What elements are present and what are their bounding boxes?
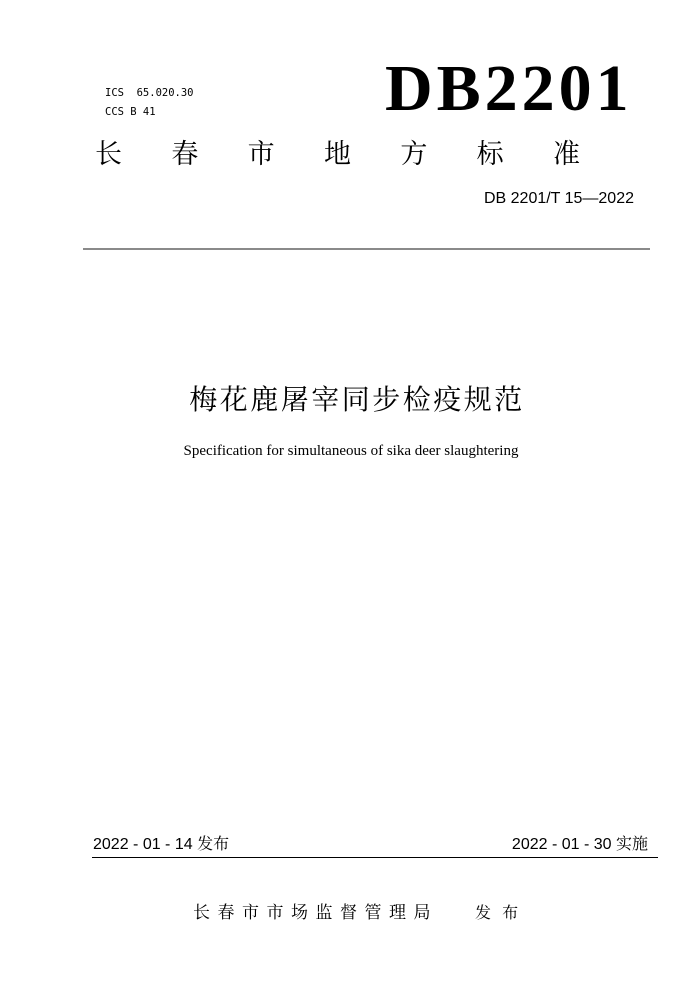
- header-divider: [83, 248, 650, 250]
- category-char: 准: [552, 139, 580, 170]
- publisher-action: 发 布: [475, 903, 522, 922]
- standard-code-mark: DB2201: [385, 52, 633, 125]
- document-title-en: Specification for simultaneous of sika deer slaughtering: [183, 443, 519, 459]
- publisher-name: 长春市市场监督管理局: [193, 903, 438, 923]
- category-char: 春: [171, 139, 199, 170]
- category-char: 标: [476, 139, 504, 170]
- category-char: 地: [323, 139, 351, 170]
- document-title-zh: 梅花鹿屠宰同步检疫规范: [189, 383, 525, 416]
- ccs-code: CCS B 41: [105, 106, 156, 118]
- implementation-date: 2022 - 01 - 30 实施: [511, 836, 648, 853]
- standard-number: DB 2201/T 15—2022: [483, 190, 634, 207]
- footer-divider: [92, 857, 658, 858]
- ics-code: ICS 65.020.30: [105, 87, 194, 99]
- category-char: 长: [95, 139, 122, 170]
- category-char: 方: [400, 139, 428, 170]
- category-char: 市: [247, 139, 275, 170]
- release-date: 2022 - 01 - 14 发布: [93, 836, 230, 853]
- standard-category: [95, 140, 580, 170]
